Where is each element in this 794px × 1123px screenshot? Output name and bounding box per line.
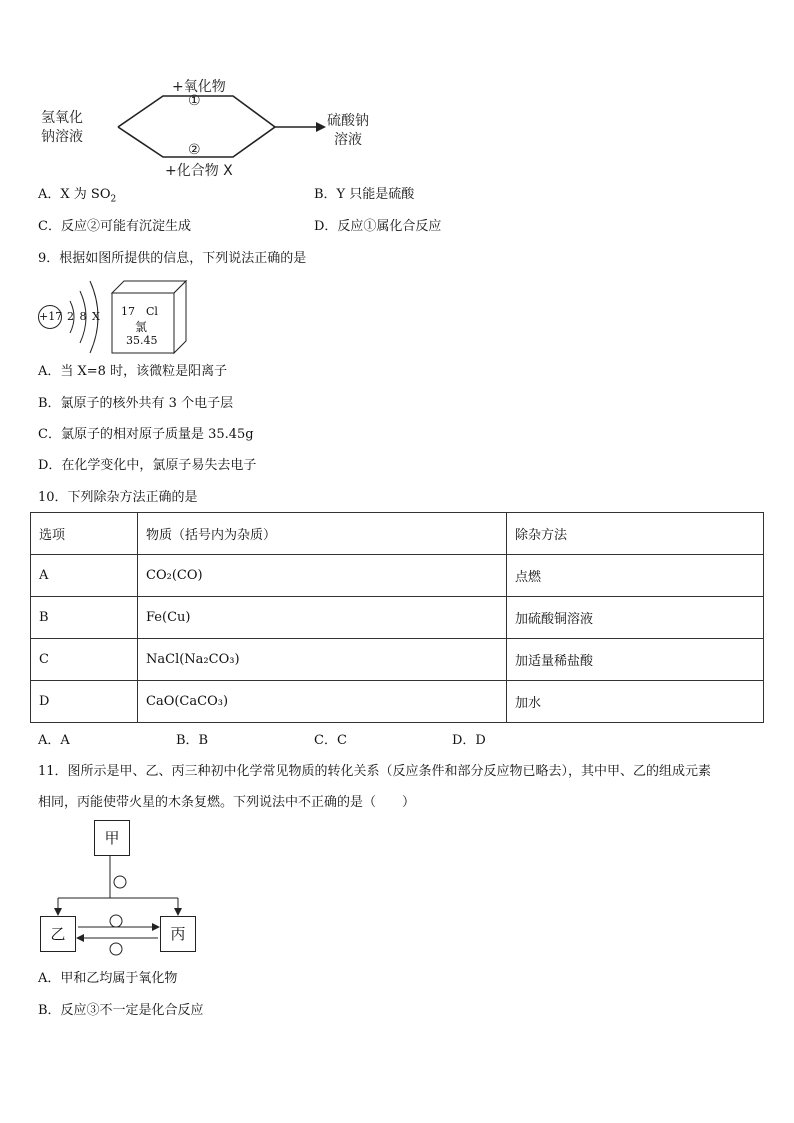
q8-option-a-text: A．X 为 SO <box>38 187 111 202</box>
q9-shell-counts: 2 8 X <box>67 310 100 323</box>
q9-option-d: D．在化学变化中，氯原子易失去电子 <box>38 458 257 473</box>
q10-option-d: D．D <box>452 733 486 748</box>
q11-arrow-2-head <box>152 923 160 931</box>
q11-option-a: A．甲和乙均属于氧化物 <box>38 971 178 986</box>
q10-option-b: B．B <box>176 733 209 748</box>
q11-jia-box: 甲 <box>94 820 130 856</box>
q9-element-name: 氯 <box>135 320 148 334</box>
q11-r2-circle <box>110 915 122 927</box>
q8-option-a <box>38 187 116 208</box>
q8-arrowhead <box>316 122 326 132</box>
q8-left-label-1: 氢氧化 <box>41 110 83 126</box>
q11-r3-circle <box>110 943 122 955</box>
q10-row-d-method: 加水 <box>507 681 764 723</box>
q11-left-arrowhead <box>54 908 62 916</box>
q10-row-a-option: A <box>31 555 138 597</box>
q11-right-arrowhead <box>174 908 182 916</box>
table-row <box>31 681 764 723</box>
q8-right-label-1: 硫酸钠 <box>327 113 369 129</box>
q10-row-b-method: 加硫酸铜溶液 <box>507 597 764 639</box>
q8-option-c: C．反应②可能有沉淀生成 <box>38 219 191 234</box>
q10-row-c-substance: NaCl(Na₂CO₃) <box>138 639 507 681</box>
q9-cube-side <box>174 281 186 353</box>
q10-stem: 10．下列除杂方法正确的是 <box>38 490 198 505</box>
table-row <box>31 639 764 681</box>
q11-stem-line2: 相同，丙能使带火星的木条复燃。下列说法中不正确的是（ ） <box>38 795 416 810</box>
q10-row-c-method: 加适量稀盐酸 <box>507 639 764 681</box>
q8-top-num: ① <box>188 93 201 109</box>
q10-row-d-substance: CaO(CaCO₃) <box>138 681 507 723</box>
q9-option-b: B．氯原子的核外共有 3 个电子层 <box>38 396 234 411</box>
q11-arrow-3-head <box>76 934 84 942</box>
q8-option-b: B．Y 只能是硫酸 <box>314 187 415 202</box>
q10-row-c-option: C <box>31 639 138 681</box>
q10-header-option: 选项 <box>31 513 138 555</box>
q9-atomic-mass: 35.45 <box>126 334 158 347</box>
table-row <box>31 555 764 597</box>
q8-top-label: +氧化物 <box>172 79 226 95</box>
q11-bing-box: 丙 <box>160 916 196 952</box>
q10-option-a: A．A <box>38 733 70 748</box>
q8-bottom-label: +化合物 X <box>165 163 233 179</box>
q8-option-a-sub: 2 <box>110 194 117 205</box>
q10-header-method: 除杂方法 <box>507 513 764 555</box>
q10-row-b-option: B <box>31 597 138 639</box>
q8-right-label-2: 溶液 <box>334 132 362 148</box>
q9-atomic-number: 17 <box>121 305 135 318</box>
q8-option-d: D．反应①属化合反应 <box>314 219 442 234</box>
q10-row-b-substance: Fe(Cu) <box>138 597 507 639</box>
q10-row-d-option: D <box>31 681 138 723</box>
q10-table <box>30 512 764 723</box>
q10-option-c: C．C <box>314 733 347 748</box>
q9-element-symbol: Cl <box>146 305 158 318</box>
q10-table-header <box>31 513 764 555</box>
q9-stem: 9．根据如图所提供的信息，下列说法正确的是 <box>38 251 307 266</box>
q8-left-label-2: 钠溶液 <box>41 129 83 145</box>
q9-cube-top <box>112 281 186 293</box>
q8-diagram-lines <box>0 0 794 190</box>
q9-option-a: A．当 X=8 时，该微粒是阳离子 <box>38 364 228 379</box>
q10-row-a-method: 点燃 <box>507 555 764 597</box>
q8-bottom-num: ② <box>188 142 201 158</box>
q9-nucleus-label: +17 <box>39 310 63 323</box>
q9-option-c: C．氯原子的相对原子质量是 35.45g <box>38 427 254 442</box>
q11-stem-line1: 11．图所示是甲、乙、丙三种初中化学常见物质的转化关系（反应条件和部分反应物已略去），其中甲、乙的组成元素 <box>38 764 712 779</box>
q10-header-substance: 物质（括号内为杂质） <box>138 513 507 555</box>
q11-yi-box: 乙 <box>40 916 76 952</box>
table-row <box>31 597 764 639</box>
q11-r1-circle <box>114 876 126 888</box>
q11-option-b: B．反应③不一定是化合反应 <box>38 1003 204 1018</box>
q10-row-a-substance: CO₂(CO) <box>138 555 507 597</box>
